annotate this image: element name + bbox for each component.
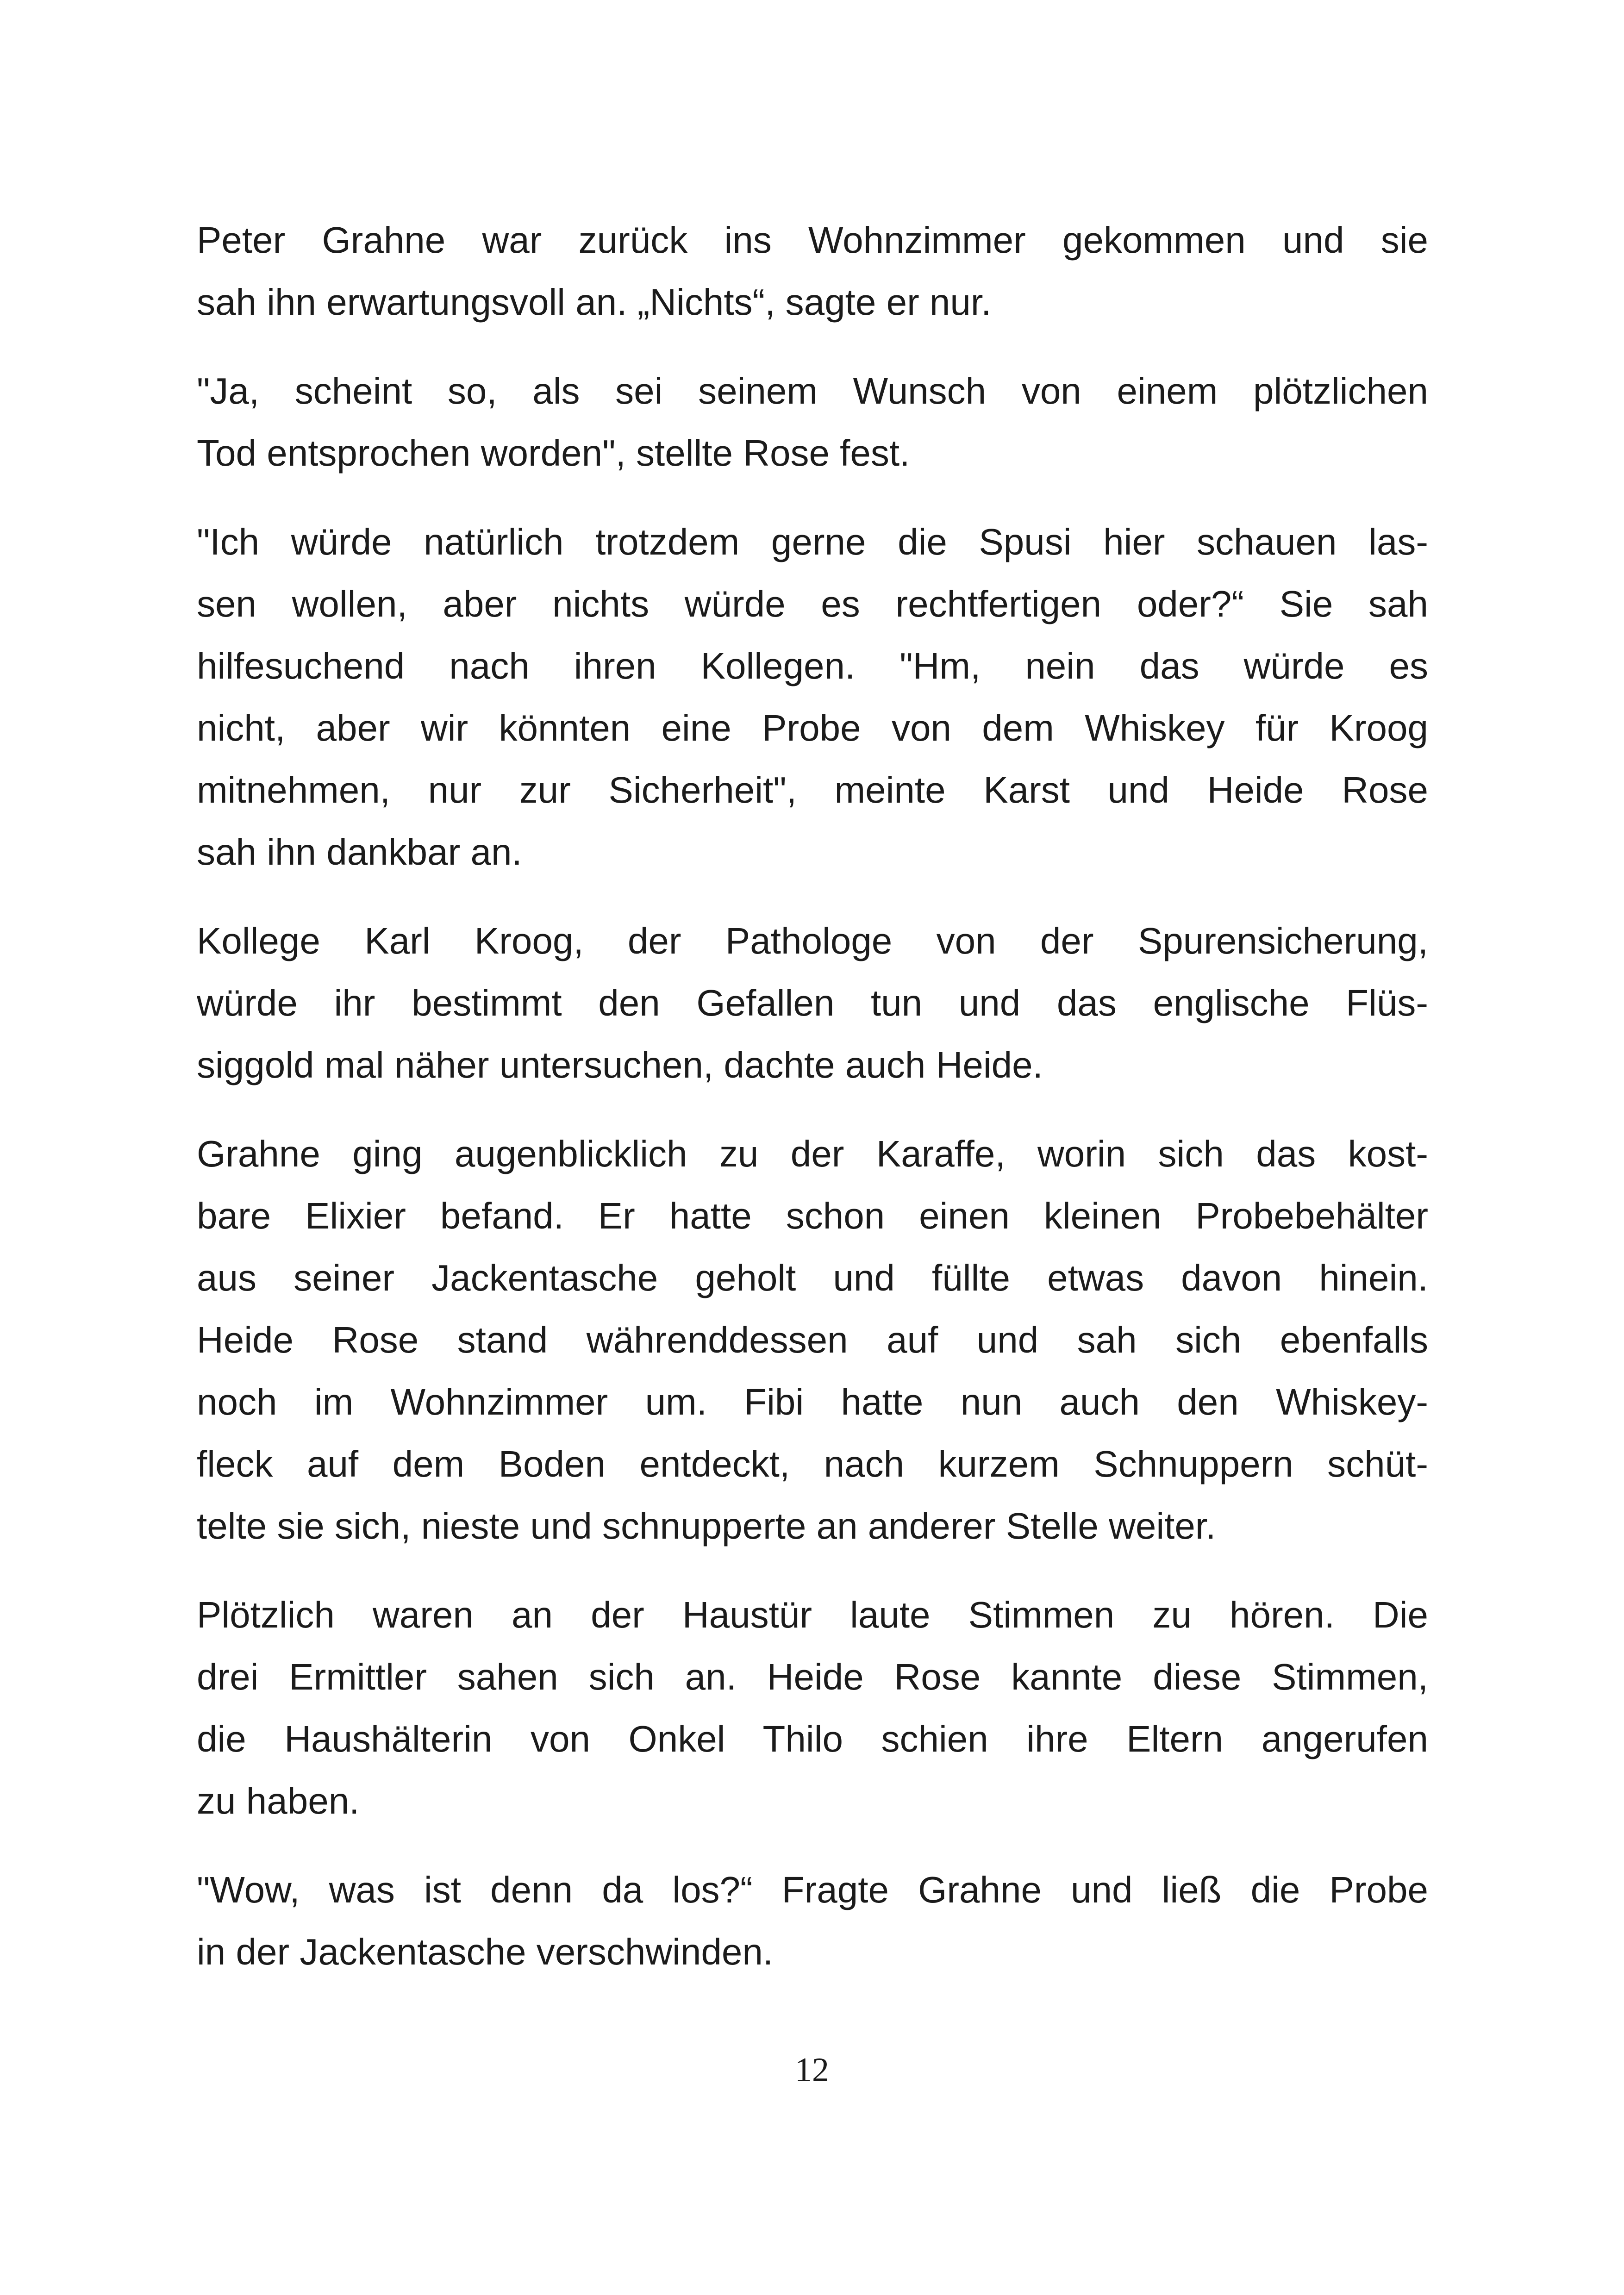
paragraph xyxy=(197,1584,1428,1832)
text-line: mitnehmen, nur zur Sicherheit", meinte Karst und Heide Rose xyxy=(197,769,1428,811)
text-line: nicht, aber wir könnten eine Probe von dem Whiskey für Kroog xyxy=(197,707,1428,748)
text-line: fleck auf dem Boden entdeckt, nach kurzem Schnuppern schüt- xyxy=(197,1443,1428,1484)
text-line: noch im Wohnzimmer um. Fibi hatte nun auch den Whiskey- xyxy=(197,1381,1428,1422)
text-line: sen wollen, aber nichts würde es rechtfertigen oder?“ Sie sah xyxy=(197,583,1428,624)
text-line: drei Ermittler sahen sich an. Heide Rose kannte diese Stimmen, xyxy=(197,1656,1428,1697)
text-line: bare Elixier befand. Er hatte schon einen kleinen Probebehälter xyxy=(197,1195,1428,1236)
text-line: in der Jackentasche verschwinden. xyxy=(197,1931,774,1972)
text-line: hilfesuchend nach ihren Kollegen. "Hm, nein das würde es xyxy=(197,645,1428,686)
text-line: Heide Rose stand währenddessen auf und sah sich ebenfalls xyxy=(197,1319,1428,1360)
text-line: die Haushälterin von Onkel Thilo schien ihre Eltern angerufen xyxy=(197,1718,1428,1759)
text-line: "Ich würde natürlich trotzdem gerne die Spusi hier schauen las- xyxy=(197,521,1428,562)
page-text-block xyxy=(197,209,1428,2010)
text-line: sah ihn dankbar an. xyxy=(197,831,522,873)
text-line: aus seiner Jackentasche geholt und füllte etwas davon hinein. xyxy=(197,1257,1428,1298)
text-line: zu haben. xyxy=(197,1780,360,1821)
text-line: würde ihr bestimmt den Gefallen tun und das englische Flüs- xyxy=(197,982,1428,1023)
text-line: Grahne ging augenblicklich zu der Karaffe, worin sich das kost- xyxy=(197,1133,1428,1174)
paragraph xyxy=(197,910,1428,1096)
page-number: 12 xyxy=(795,2051,829,2089)
text-line: Peter Grahne war zurück ins Wohnzimmer gekommen und sie xyxy=(197,219,1428,261)
text-line: sah ihn erwartungsvoll an. „Nichts“, sagte er nur. xyxy=(197,281,992,323)
paragraph xyxy=(197,209,1428,333)
text-line: Tod entsprochen worden", stellte Rose fest. xyxy=(197,432,910,474)
paragraph xyxy=(197,360,1428,484)
text-line: "Ja, scheint so, als sei seinem Wunsch von einem plötzlichen xyxy=(197,370,1428,412)
text-line: Plötzlich waren an der Haustür laute Stimmen zu hören. Die xyxy=(197,1594,1428,1635)
text-line: "Wow, was ist denn da los?“ Fragte Grahne und ließ die Probe xyxy=(197,1869,1428,1910)
paragraph xyxy=(197,1859,1428,1983)
text-line: telte sie sich, nieste und schnupperte an anderer Stelle weiter. xyxy=(197,1505,1216,1547)
text-line: siggold mal näher untersuchen, dachte auch Heide. xyxy=(197,1044,1043,1085)
paragraph xyxy=(197,511,1428,883)
text-line: Kollege Karl Kroog, der Pathologe von der Spurensicherung, xyxy=(197,920,1428,961)
paragraph xyxy=(197,1123,1428,1557)
